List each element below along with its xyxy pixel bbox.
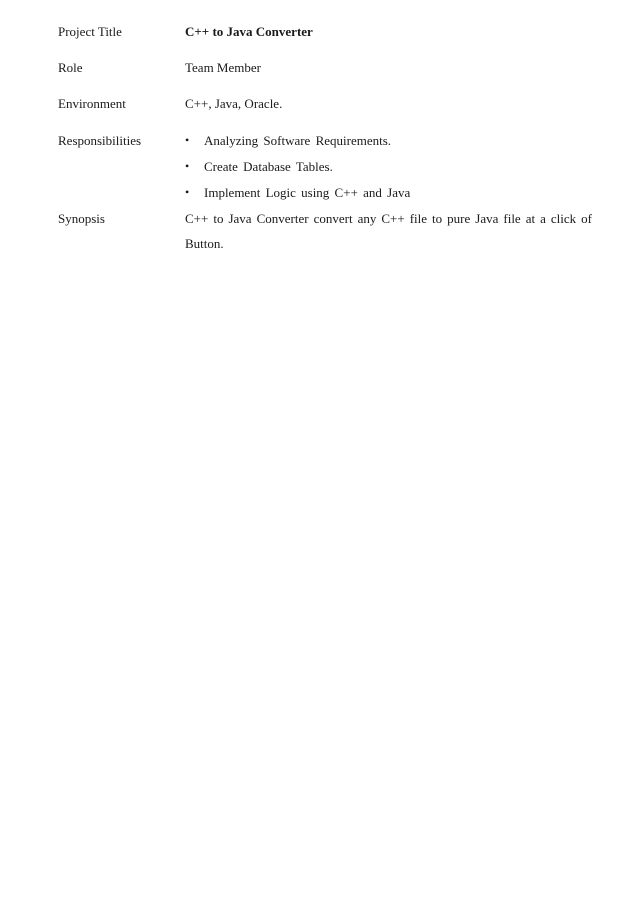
synopsis-value: C++ to Java Converter convert any C++ file to pure Java file at a click of Button. bbox=[185, 211, 592, 251]
bullet-icon: • bbox=[185, 133, 190, 147]
environment-label: Environment bbox=[58, 96, 126, 111]
role-label: Role bbox=[58, 60, 83, 75]
synopsis-label: Synopsis bbox=[58, 211, 105, 226]
responsibility-text: Analyzing Software Requirements. bbox=[204, 133, 392, 148]
project-title-label: Project Title bbox=[58, 24, 122, 39]
project-title-value: C++ to Java Converter bbox=[185, 24, 313, 39]
responsibility-item bbox=[185, 133, 592, 159]
responsibilities-list bbox=[185, 133, 592, 211]
responsibility-item bbox=[185, 159, 592, 185]
bullet-icon: • bbox=[185, 159, 190, 173]
responsibilities-list-container bbox=[185, 133, 592, 211]
responsibilities-label: Responsibilities bbox=[58, 133, 142, 148]
responsibility-text: Implement Logic using C++ and Java bbox=[204, 185, 411, 200]
bullet-icon: • bbox=[185, 185, 190, 199]
role-value: Team Member bbox=[185, 60, 261, 75]
environment-value: C++, Java, Oracle. bbox=[185, 96, 283, 111]
responsibility-text: Create Database Tables. bbox=[204, 159, 333, 174]
